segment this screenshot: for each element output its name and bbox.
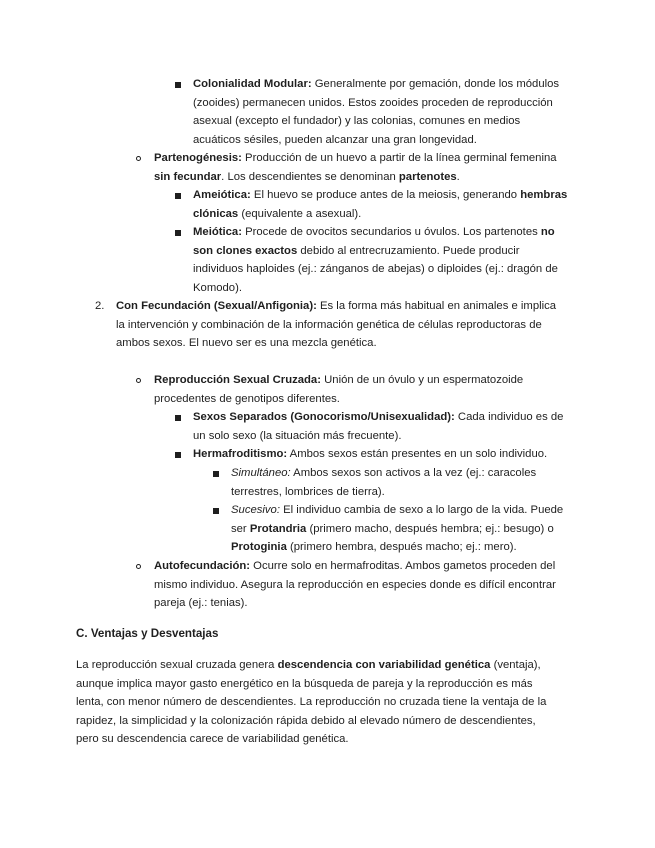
text-line: pareja (ej.: tenias). [154,597,248,610]
text-line: asexual (excepto el fundador) y las colonias, comunes en medios [193,115,521,128]
square-bullet [175,230,181,236]
term-label: Sucesivo: [231,504,280,516]
text: Es la forma más habitual en animales e implica [316,300,557,312]
text: debido al entrecruzamiento. Puede producir [297,244,520,257]
list-item-hermafroditismo [193,445,547,464]
square-bullet [175,452,181,458]
text: (ventaja), [490,659,541,671]
text: Ambos sexos están presentes en un solo individuo. [287,448,548,460]
list-item-partenogenesis [154,149,557,186]
text: (primero hembra, después macho; ej.: mero). [286,541,517,554]
bold-text: partenotes [398,170,457,183]
term-label: Ameiótica: [193,189,251,201]
text-line: aunque implica mayor gasto energético en la búsqueda de pareja y la reproducción es más [76,677,533,690]
text-line: (zooides) permanecen unidos. Estos zooides proceden de reproducción [193,96,553,109]
bold-text: Protoginia [231,541,287,554]
text: Producción de un huevo a partir de la línea germinal femenina [241,152,557,164]
text: El individuo cambia de sexo a lo largo de la vida. Puede [279,504,564,516]
text-line: rapidez, la simplicidad y la colonización rápida debido al elevado número de descendientes, [76,714,536,727]
bold-text: no [540,226,555,238]
term-label: Sexos Separados (Gonocorismo/Unisexualidad): [193,411,455,423]
term-label: Meiótica: [193,226,242,238]
bold-text: descendencia con variabilidad genética [277,659,491,671]
list-item-sexos-separados [193,408,563,445]
list-item-sucesivo [231,501,563,557]
text-line: mismo individuo. Asegura la reproducción en especies donde es difícil encontrar [154,578,556,591]
list-number: 2. [95,300,105,312]
section-heading [76,625,218,644]
square-bullet [175,82,181,88]
term-label: Partenogénesis: [154,152,242,164]
text: . [456,170,460,183]
text-line: un solo sexo (la situación más frecuente). [193,429,402,442]
text-line: procedentes de genotipos diferentes. [154,392,340,405]
square-bullet [213,508,219,514]
text-line: Komodo). [193,281,242,294]
term-label: Hermafroditismo: [193,448,288,460]
list-item-colonialidad-modular [193,75,559,149]
square-bullet [175,193,181,199]
list-item-con-fecundacion [116,297,556,353]
text: . Los descendientes se denominan [221,170,399,183]
bold-text: hembras [520,189,568,201]
text-line: individuos haploides (ej.: zánganos de abejas) o diploides (ej.: dragón de [193,263,558,276]
text: Ambos sexos son activos a la vez (ej.: caracoles [290,467,537,479]
text: El huevo se produce antes de la meiosis, generando [250,189,521,201]
term-label: Autofecundación: [154,560,251,572]
list-item-meiotica [193,223,558,297]
bold-text: sin fecundar [154,170,222,183]
bold-text: Protandria [249,522,307,535]
heading-text: C. Ventajas y Desventajas [76,627,219,640]
term-label: Reproducción Sexual Cruzada: [154,374,321,386]
text: Cada individuo es de [454,411,564,423]
list-item-reproduccion-cruzada [154,371,523,408]
text: Ocurre solo en hermafroditas. Ambos gametos proceden del [250,560,556,572]
circle-bullet [136,564,141,569]
square-bullet [213,471,219,477]
text-line: la intervención y combinación de la información genética de células reproductoras de [116,318,542,331]
square-bullet [175,415,181,421]
bold-text: son clones exactos [193,244,298,257]
text: La reproducción sexual cruzada genera [76,659,278,671]
term-label: Colonialidad Modular: [193,78,312,90]
term-label: Simultáneo: [231,467,291,479]
text-line: lenta, con menor número de descendientes. La reproducción no cruzada tiene la ventaja de la [76,696,547,709]
circle-bullet [136,156,141,161]
text-line: terrestres, lombrices de tierra). [231,485,385,498]
text-line: pero su descendencia carece de variabilidad genética. [76,733,349,746]
text: (primero macho, después hembra; ej.: besugo) o [306,522,554,535]
text: (equivalente a asexual). [238,207,362,220]
list-item-autofecundacion [154,557,556,613]
text: Unión de un óvulo y un espermatozoide [320,374,524,386]
text: ser [231,522,250,535]
list-item-ameiotica [193,186,567,223]
section-paragraph [76,656,546,749]
term-label: Con Fecundación (Sexual/Anfigonia): [116,300,317,312]
text: Generalmente por gemación, donde los módulos [311,78,560,90]
text-line: ambos sexos. El nuevo ser es una mezcla genética. [116,337,377,350]
text: Procede de ovocitos secundarios u óvulos. Los partenotes [241,226,541,238]
bold-text: clónicas [193,207,239,220]
circle-bullet [136,378,141,383]
list-item-simultaneo [231,464,536,501]
text-line: acuáticos sésiles, pueden alcanzar una gran longevidad. [193,133,477,146]
